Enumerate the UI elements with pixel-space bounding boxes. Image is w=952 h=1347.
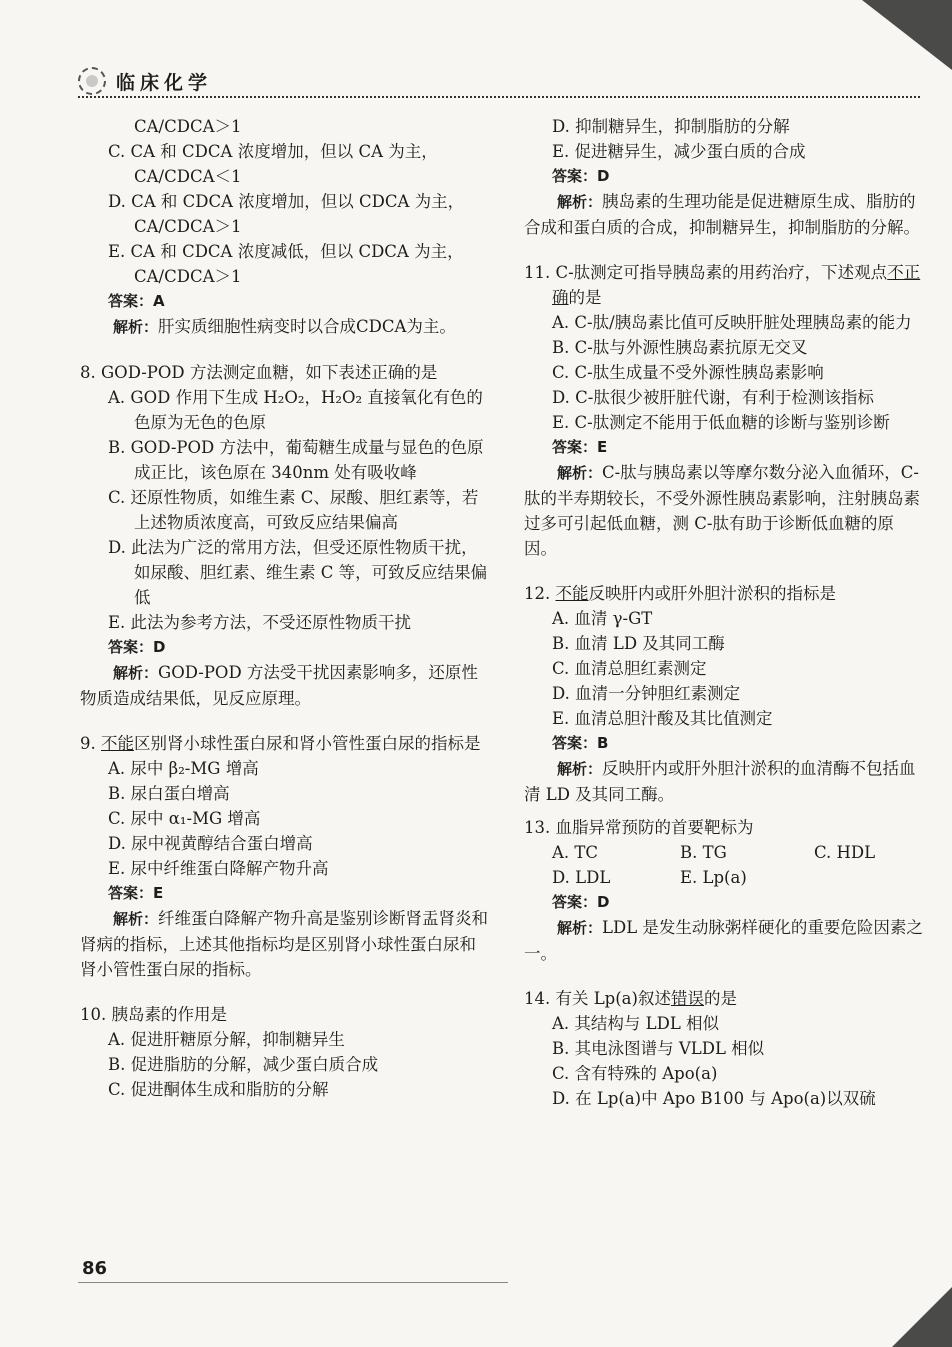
- q12-option-b: B. 血清 LD 及其同工酶: [552, 634, 725, 653]
- q10-option-c: C. 促进酮体生成和脂肪的分解: [108, 1080, 329, 1099]
- q12-option-e: E. 血清总胆汁酸及其比值测定: [552, 709, 773, 728]
- q7-explanation: [80, 314, 492, 340]
- q7-option-b-cont: CA/CDCA＞1: [134, 117, 242, 136]
- question-text: 区别肾小球性蛋白尿和肾小管性蛋白尿的指标是: [134, 734, 481, 753]
- q14-stem: [524, 986, 926, 1011]
- q8-option-b: B. GOD-POD 方法中，葡萄糖生成量与显色的色原成正比，该色原在 340nm 处有吸收峰: [108, 438, 484, 482]
- q8-option-a: A. GOD 作用下生成 H₂O₂，H₂O₂ 直接氧化有色的色原为无色的色原: [108, 388, 483, 432]
- q9-option-d: D. 尿中视黄醇结合蛋白增高: [108, 834, 313, 853]
- explanation-text: C-肽与胰岛素以等摩尔数分泌入血循环，C-肽的半寿期较长，不受外源性胰岛素影响，注射胰岛素过多可引起低血糖，测 C-肽有助于诊断低血糖的原因。: [524, 463, 920, 558]
- negation-emphasis: 不正确: [552, 263, 921, 307]
- q11-option-c: C. C-肽生成量不受外源性胰岛素影响: [552, 363, 824, 382]
- negation-emphasis: 不能: [101, 734, 134, 753]
- q11-explanation: [524, 460, 926, 561]
- explanation-label: 解析：: [557, 919, 603, 937]
- q13-option-c: C. HDL: [814, 843, 876, 862]
- question-text-end: 的是: [703, 989, 737, 1008]
- q11-option-a: A. C-肽/胰岛素比值可反映肝脏处理胰岛素的能力: [552, 313, 912, 332]
- chapter-logo-icon: [78, 67, 106, 95]
- explanation-text: LDL 是发生动脉粥样硬化的重要危险因素之一。: [524, 918, 923, 963]
- question-text: 反映肝内或肝外胆汁淤积的指标是: [588, 584, 836, 603]
- explanation-label: 解析：: [113, 318, 159, 336]
- question-text: 14. 有关 Lp(a)叙述: [524, 989, 671, 1008]
- q10-option-e: E. 促进糖异生，减少蛋白质的合成: [552, 142, 806, 161]
- negation-emphasis: 不能: [555, 584, 589, 603]
- q11-option-d: D. C-肽很少被肝脏代谢，有利于检测该指标: [552, 388, 874, 407]
- q13-answer: 答案：D: [552, 893, 610, 911]
- q10-option-b: B. 促进脂肪的分解，减少蛋白质合成: [108, 1055, 379, 1074]
- q8-option-e: E. 此法为参考方法，不受还原性物质干扰: [108, 613, 412, 632]
- running-header: [78, 66, 212, 96]
- footer-divider: [78, 1282, 508, 1283]
- q9-option-c: C. 尿中 α₁-MG 增高: [108, 809, 261, 828]
- q10-option-a: A. 促进肝糖原分解，抑制糖异生: [108, 1030, 345, 1049]
- q12-option-a: A. 血清 γ-GT: [552, 609, 653, 628]
- question-number: 12.: [524, 584, 556, 603]
- page-corner-shadow-bottom: [892, 1287, 952, 1347]
- q8-option-c: C. 还原性物质，如维生素 C、尿酸、胆红素等，若上述物质浓度高，可致反应结果偏高: [108, 488, 479, 532]
- q7-option-d: D. CA 和 CDCA 浓度增加，但以 CDCA 为主，CA/CDCA＞1: [108, 192, 465, 236]
- explanation-label: 解析：: [557, 464, 603, 482]
- q12-stem: [524, 581, 926, 606]
- explanation-label: 解析：: [113, 664, 159, 682]
- q13-options-row-1: [524, 840, 926, 865]
- q14-option-d: D. 在 Lp(a)中 Apo B100 与 Apo(a)以双硫: [552, 1089, 876, 1108]
- q9-option-e: E. 尿中纤维蛋白降解产物升高: [108, 859, 329, 878]
- explanation-text: 胰岛素的生理功能是促进糖原生成、脂肪的合成和蛋白质的合成，抑制糖异生，抑制脂肪的分解。: [524, 192, 920, 237]
- q10-option-d: D. 抑制糖异生，抑制脂肪的分解: [552, 117, 790, 136]
- q11-stem: [524, 260, 926, 310]
- q11-option-e: E. C-肽测定不能用于低血糖的诊断与鉴别诊断: [552, 413, 890, 432]
- q12-answer: 答案：B: [552, 734, 609, 752]
- explanation-text: 肝实质细胞性病变时以合成CDCA为主。: [158, 317, 456, 336]
- header-divider: [78, 96, 920, 98]
- explanation-label: 解析：: [557, 760, 603, 778]
- q8-answer: 答案：D: [108, 638, 166, 656]
- page-corner-shadow-top: [862, 0, 952, 70]
- q12-option-d: D. 血清一分钟胆红素测定: [552, 684, 741, 703]
- q12-option-c: C. 血清总胆红素测定: [552, 659, 707, 678]
- question-number: 9.: [80, 734, 101, 753]
- q13-option-e: E. Lp(a): [680, 868, 747, 887]
- q9-stem: [80, 731, 492, 756]
- q8-stem: 8. GOD-POD 方法测定血糖，如下表述正确的是: [80, 363, 438, 382]
- explanation-text: GOD-POD 方法受干扰因素影响多，还原性物质造成结果低，见反应原理。: [80, 663, 478, 708]
- q7-option-e: E. CA 和 CDCA 浓度减低，但以 CDCA 为主，CA/CDCA＞1: [108, 242, 464, 286]
- q10-answer: 答案：D: [552, 167, 610, 185]
- page-number: 86: [82, 1258, 108, 1279]
- q8-option-d: D. 此法为广泛的常用方法，但受还原性物质干扰，如尿酸、胆红素、维生素 C 等，可致反应结果偏低: [108, 538, 488, 607]
- explanation-text: 反映肝内或肝外胆汁淤积的血清酶不包括血清 LD 及其同工酶。: [524, 759, 916, 804]
- q9-option-a: A. 尿中 β₂-MG 增高: [108, 759, 259, 778]
- explanation-label: 解析：: [113, 910, 159, 928]
- book-title: 临床化学: [116, 71, 213, 94]
- q11-answer: 答案：E: [552, 438, 608, 456]
- q14-option-c: C. 含有特殊的 Apo(a): [552, 1064, 718, 1083]
- q10-explanation: [524, 189, 926, 240]
- explanation-label: 解析：: [557, 193, 603, 211]
- q7-answer: 答案：A: [108, 292, 165, 310]
- q13-option-a: A. TC: [552, 843, 599, 862]
- question-text: 11. C-肽测定可指导胰岛素的用药治疗，下述观点: [524, 263, 888, 282]
- q12-explanation: [524, 756, 926, 807]
- explanation-text: 纤维蛋白降解产物升高是鉴别诊断肾盂肾炎和肾病的指标，上述其他指标均是区别肾小球性蛋白尿和肾小管性蛋白尿的指标。: [80, 909, 489, 979]
- q14-option-b: B. 其电泳图谱与 VLDL 相似: [552, 1039, 765, 1058]
- question-text-end: 的是: [568, 288, 602, 307]
- q13-stem: 13. 血脂异常预防的首要靶标为: [524, 818, 754, 837]
- q10-stem: 10. 胰岛素的作用是: [80, 1005, 227, 1024]
- q13-options-row-2: [524, 865, 926, 890]
- q13-explanation: [524, 915, 926, 966]
- q9-answer: 答案：E: [108, 884, 164, 902]
- q9-explanation: [80, 906, 492, 982]
- q7-option-c: C. CA 和 CDCA 浓度增加，但以 CA 为主，CA/CDCA＜1: [108, 142, 438, 186]
- q8-explanation: [80, 660, 492, 711]
- q11-option-b: B. C-肽与外源性胰岛素抗原无交叉: [552, 338, 808, 357]
- q9-option-b: B. 尿白蛋白增高: [108, 784, 230, 803]
- right-column: [524, 114, 926, 1111]
- q13-option-d: D. LDL: [552, 868, 611, 887]
- q14-option-a: A. 其结构与 LDL 相似: [552, 1014, 720, 1033]
- left-column: [80, 114, 492, 1102]
- negation-emphasis: 错误: [670, 989, 704, 1008]
- q13-option-b: B. TG: [680, 843, 727, 862]
